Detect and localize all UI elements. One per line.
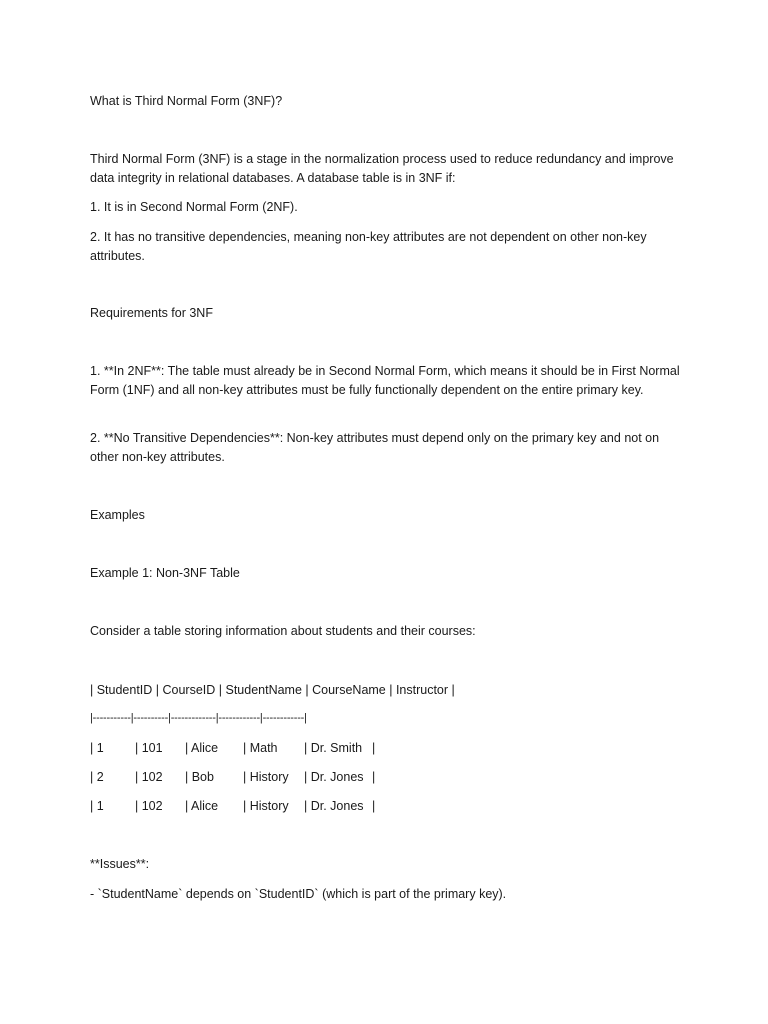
requirement-item: 1. **In 2NF**: The table must already be in Second Normal Form, which means it should be in First Normal Form (1NF) and all non-key attributes must be fully functionally dependent on the entire primary key. (90, 364, 680, 397)
example1-heading: Example 1: Non-3NF Table (90, 566, 240, 580)
table-cell: | 2 (90, 770, 104, 784)
table-cell: | Alice (185, 799, 219, 813)
table-cell: | 1 (90, 799, 104, 813)
requirement-item: 2. **No Transitive Dependencies**: Non-key attributes must depend only on the primary key and not on other non-key attributes. (90, 431, 660, 464)
condition-item: 2. It has no transitive dependencies, meaning non-key attributes are not dependent on other non-key attributes. (90, 230, 647, 263)
intro-paragraph: Third Normal Form (3NF) is a stage in the normalization process used to reduce redundancy and improve data integrity in relational databases. A database table is in 3NF if: (90, 152, 674, 185)
table-cell: | History (243, 770, 289, 784)
document-page (90, 0, 690, 1024)
table-cell: | History (243, 799, 289, 813)
table-row (90, 768, 390, 787)
document-heading: What is Third Normal Form (3NF)? (90, 94, 283, 108)
issue-item: - `StudentName` depends on `StudentID` (which is part of the primary key). (90, 887, 507, 901)
table-separator-row: |-----------|----------|-------------|------------|------------| (90, 712, 307, 724)
table-cell: | Dr. Jones (304, 770, 364, 784)
table-cell: | Dr. Smith (304, 741, 363, 755)
table-cell: | 102 (135, 770, 163, 784)
table-cell: | (372, 799, 376, 813)
table-cell: | (372, 770, 376, 784)
table-row (90, 739, 390, 758)
table-cell: | (372, 741, 376, 755)
condition-item: 1. It is in Second Normal Form (2NF). (90, 200, 298, 214)
table-row (90, 797, 390, 816)
table-cell: | Dr. Jones (304, 799, 364, 813)
example1-intro: Consider a table storing information about students and their courses: (90, 624, 476, 638)
table-cell: | Bob (185, 770, 214, 784)
table-cell: | Alice (185, 741, 219, 755)
requirements-heading: Requirements for 3NF (90, 306, 213, 320)
examples-heading: Examples (90, 508, 145, 522)
table-cell: | 101 (135, 741, 163, 755)
table-cell: | 1 (90, 741, 104, 755)
table-header-row: | StudentID | CourseID | StudentName | CourseName | Instructor | (90, 683, 455, 697)
table-cell: | 102 (135, 799, 163, 813)
table-cell: | Math (243, 741, 278, 755)
issues-heading: **Issues**: (90, 857, 150, 871)
